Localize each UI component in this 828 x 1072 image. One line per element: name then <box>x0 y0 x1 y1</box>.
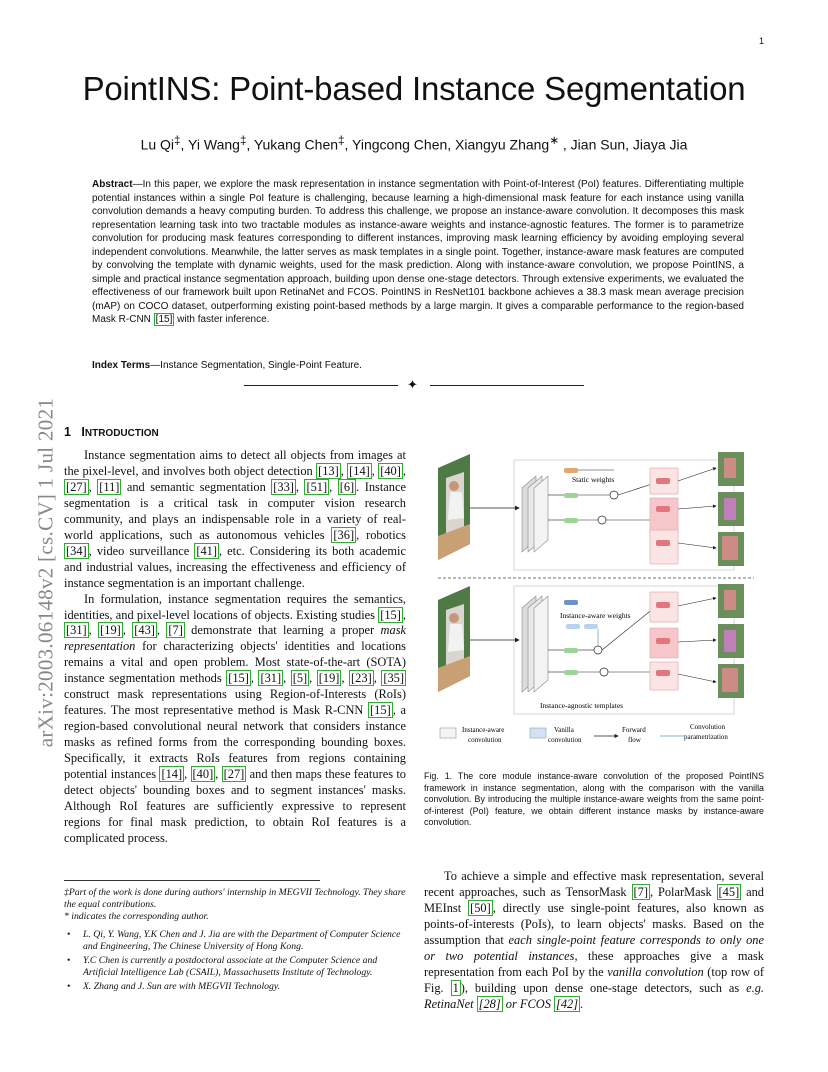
list-item: • L. Qi, Y. Wang, Y.K Chen and J. Jia are with the Department of Computer Science and Engineering, The Chinese University of Hong Kong. <box>64 929 408 953</box>
svg-text:parametrization: parametrization <box>684 733 728 741</box>
intro-paragraph-3: To achieve a simple and effective mask representation, several recent approaches, such as TensorMask [7] , PolarMask [45] and MEInst [50] , directly use single-point features, also known as points-of-interests (PoIs), to learn objects' masks. Based on the assumption that each single-point feature corresponds to only one or two potential instances, these approaches give a mask representation from each PoI by the vanilla convolution (top row of Fig. 1 ), building upon dense one-stage detectors, such as e.g. RetinaNet [28] or FCOS [42] . <box>424 869 764 1011</box>
diamond-icon: ✦ <box>407 377 418 392</box>
svg-text:Vanilla: Vanilla <box>554 726 574 734</box>
section-heading: 1 INTRODUCTION <box>64 425 159 439</box>
author-list: Lu Qi‡, Yi Wang‡, Yukang Chen‡, Yingcong Chen, Xiangyu Zhang∗ , Jian Sun, Jiaya Jia <box>140 134 688 153</box>
footnote-rule <box>64 880 320 881</box>
intro-paragraph-2: In formulation, instance segmentation requires the semantics, identities, and pixel-level locations of objects. Existing studies [15] , [31] , [19] , [43] , [7] demonstrate that learning a proper mask representation for characterizing objects' identities and locations remains a vital and open problem. Most state-of-the-art (SOTA) instance segmentation methods [15] , [31] , [5] , [19] , [23] , [35] construct mask representations using Region-of-Interests (RoIs) features. The most representative method is Mask R-CNN [15] , a region-based convolutional neural network that considers instance masks as refined forms from the corresponding bounding boxes. Specifically, it extracts RoIs features from regions containing potential instances [14] , [40] , [27] and then maps these features to detect objects' bounding boxes and to segment instances' masks. Although RoI features are sufficiently expressive to represent regions for final mask prediction, to obtain RoI features is a complicated process. <box>64 591 407 845</box>
affiliation-list <box>64 929 408 993</box>
abstract-label: Abstract <box>92 179 133 190</box>
svg-text:convolution: convolution <box>548 736 582 744</box>
index-terms <box>92 360 744 371</box>
footnote-corresponding: * indicates the corresponding author. <box>64 911 209 922</box>
instance-aware-weights-label: Instance-aware weights <box>560 611 631 620</box>
list-item: • X. Zhang and J. Sun are with MEGVII Technology. <box>64 981 408 993</box>
figure-1 <box>424 448 764 768</box>
footnote-equal: ‡Part of the work is done during authors' internship in MEGVII Technology. They share the equal contributions. <box>64 887 406 910</box>
output-masks-top <box>718 452 744 566</box>
intro-left-column <box>64 448 406 847</box>
citation-link[interactable]: [15] <box>155 314 173 326</box>
section-divider <box>244 378 584 392</box>
footnotes <box>64 887 408 995</box>
figure-legend <box>440 723 728 744</box>
svg-text:Convolution: Convolution <box>690 723 726 731</box>
intro-right-column <box>424 869 764 1013</box>
svg-text:Instance-aware: Instance-aware <box>462 726 505 734</box>
feature-stack-top <box>522 476 548 552</box>
list-item: • Y.C Chen is currently a postdoctoral associate at the Computer Science and Artificial Intelligence Lab (CSAIL), Massachusetts Institute of Technology. <box>64 955 408 979</box>
feature-stack-bottom <box>522 596 548 692</box>
svg-text:flow: flow <box>628 736 641 744</box>
abstract-tail: with faster inference. <box>174 314 270 326</box>
index-terms-text: —Instance Segmentation, Single-Point Feature. <box>150 360 362 371</box>
svg-text:convolution: convolution <box>468 736 502 744</box>
figure-caption: Fig. 1. The core module instance-aware convolution of the proposed PointINS framework in instance segmentation, along with the comparison with the vanilla convolution. By introducing the multiple instance-aware weights from the same point-of-interest (PoI) feature, we obtain different instance masks by instance-aware convolution. <box>424 771 764 827</box>
abstract-text: —In this paper, we explore the mask representation in instance segmentation with Point-of-Interest (PoI) features. Differentiating multiple potential instances within a single PoI feature is challenging, because learning a high-dimensional mask feature for each instance using vanilla convolution demands a heavy computing burden. To address this challenge, we propose an instance-aware convolution. It decomposes this mask representation learning task into two tractable modules as instance-aware weights and instance-agnostic features. The former is to parametrize convolution for producing mask features corresponding to different instances, improving mask learning efficiency by avoiding employing several independent convolutions. Meanwhile, the latter serves as mask templates in a single point. Together, instance-aware mask features are computed by convolving the template with dynamic weights, used for the mask prediction. Along with instance-aware convolution, we propose PointINS, a simple and practical instance segmentation approach, building upon dense one-stage detectors. Through extensive experiments, we evaluated the effectiveness of our framework built upon RetinaNet and FCOS. PointINS in ResNet101 backbone achieves a 38.3 mask mean average precision (mAP) on COCO dataset, outperforming existing point-based methods by a large margin. It gives a comparable performance to the region-based Mask R-CNN <box>92 179 744 326</box>
index-terms-label: Index Terms <box>92 360 151 371</box>
paper-title: PointINS: Point-based Instance Segmentation <box>82 70 746 107</box>
svg-text:Forward: Forward <box>622 726 646 734</box>
page-number: 1 <box>758 36 764 46</box>
input-photo-top <box>438 454 470 560</box>
input-photo-bottom <box>438 586 470 692</box>
intro-paragraph-1: Instance segmentation aims to detect all objects from images at the pixel-level, and involves both object detection [13] , [14] , [40] , [27] , [11] and semantic segmentation [33] , [51] , [6] . Instance segmentation is a critical task in computer vision research community, and plays an indispensable role in a variety of real-world applications, such as autonomous vehicles [36] , robotics [34] , video surveillance [41] , etc. Considering its both academic and industrial values, increasing the effectiveness and efficiency of instance segmentation is an important challenge. <box>64 448 406 590</box>
templates-label: Instance-agnostic templates <box>540 701 624 710</box>
arxiv-identifier[interactable]: arXiv:2003.06148v2 [cs.CV] 1 Jul 2021 <box>33 397 58 748</box>
output-masks-bottom <box>718 584 744 698</box>
static-weights-label: Static weights <box>572 475 615 484</box>
abstract <box>92 178 744 327</box>
